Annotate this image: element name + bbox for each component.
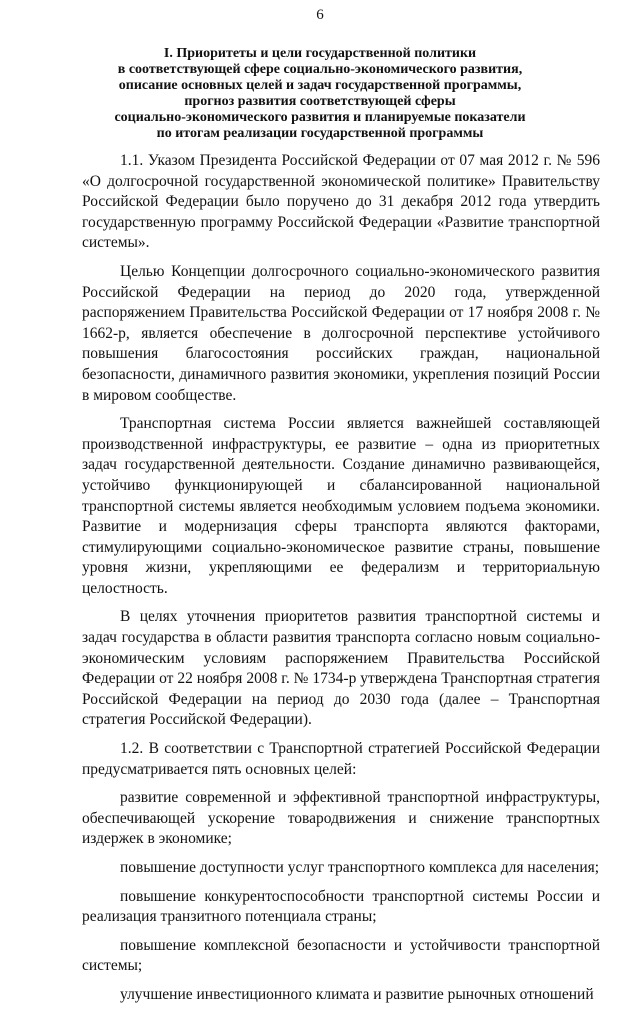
heading-line: прогноз развития соответствующей сферы xyxy=(184,94,456,109)
paragraph-transport-system: Транспортная система России является важнейшей составляющей производственной инфраструктуры, ее развитие – одна из приоритетных задач государственной деятельности. Создание динамично развивающейся, устойчиво функционирующей и сбалансированной национальной транспортной системы является необходимым условием подъема экономики. Развитие и модернизация сферы транспорта являются факторами, стимулирующими социально-экономическое развитие страны, повышение уровня жизни, укрепляющими ее федерализм и территориальную целостность. xyxy=(82,415,600,597)
heading-line: описание основных целей и задач государственной программы, xyxy=(118,78,522,93)
page-number: 6 xyxy=(316,7,324,23)
paragraph-decree: 1.1. Указом Президента Российской Федерации от 07 мая 2012 г. № 596 «О долгосрочной государственной экономической политике» Правительству Российской Федерации было поручено до 31 декабря 2012 года утвердить государственную программу Российской Федерации «Развитие транспортной системы». xyxy=(82,152,600,252)
body-text xyxy=(82,151,600,1014)
goal-item: повышение комплексной безопасности и устойчивости транспортной системы; xyxy=(82,936,600,975)
goal-item: улучшение инвестиционного климата и развитие рыночных отношений xyxy=(120,985,594,1003)
paragraph-transport-strategy: В целях уточнения приоритетов развития транспортной системы и задач государства в области развития транспорта согласно новым социально-экономическим условиям распоряжением Правительства Российской Федерации от 22 ноября 2008 г. № 1734-р утверждена Транспортная стратегия Российской Федерации на период до 2030 года (далее – Транспортная стратегия Российской Федерации). xyxy=(82,608,600,729)
paragraph-concept-goal: Целью Концепции долгосрочного социально-экономического развития Российской Федерации на период до 2020 года, утвержденной распоряжением Правительства Российской Федерации от 17 ноября 2008 г. № 1662-р, является обеспечение в долгосрочной перспективе устойчивого повышения благосостояния российских граждан, национальной безопасности, динамичного развития экономики, укрепления позиций России в мировом сообществе. xyxy=(82,262,600,404)
goal-item: повышение конкурентоспособности транспортной системы России и реализация транзитного потенциала страны; xyxy=(82,887,600,926)
heading-line: по итогам реализации государственной программы xyxy=(156,126,484,141)
paragraph-five-goals-intro: 1.2. В соответствии с Транспортной стратегией Российской Федерации предусматривается пять основных целей: xyxy=(82,740,600,778)
heading-line: в соответствующей сфере социально-экономического развития, xyxy=(117,62,523,77)
section-heading xyxy=(100,46,540,142)
goal-item: повышение доступности услуг транспортного комплекса для населения; xyxy=(120,859,600,876)
heading-line: социально-экономического развития и планируемые показатели xyxy=(114,110,526,125)
heading-line: I. Приоритеты и цели государственной политики xyxy=(163,46,477,61)
goal-item: развитие современной и эффективной транспортной инфраструктуры, обеспечивающей ускорение товародвижения и снижение транспортных издержек в экономике; xyxy=(82,789,600,848)
